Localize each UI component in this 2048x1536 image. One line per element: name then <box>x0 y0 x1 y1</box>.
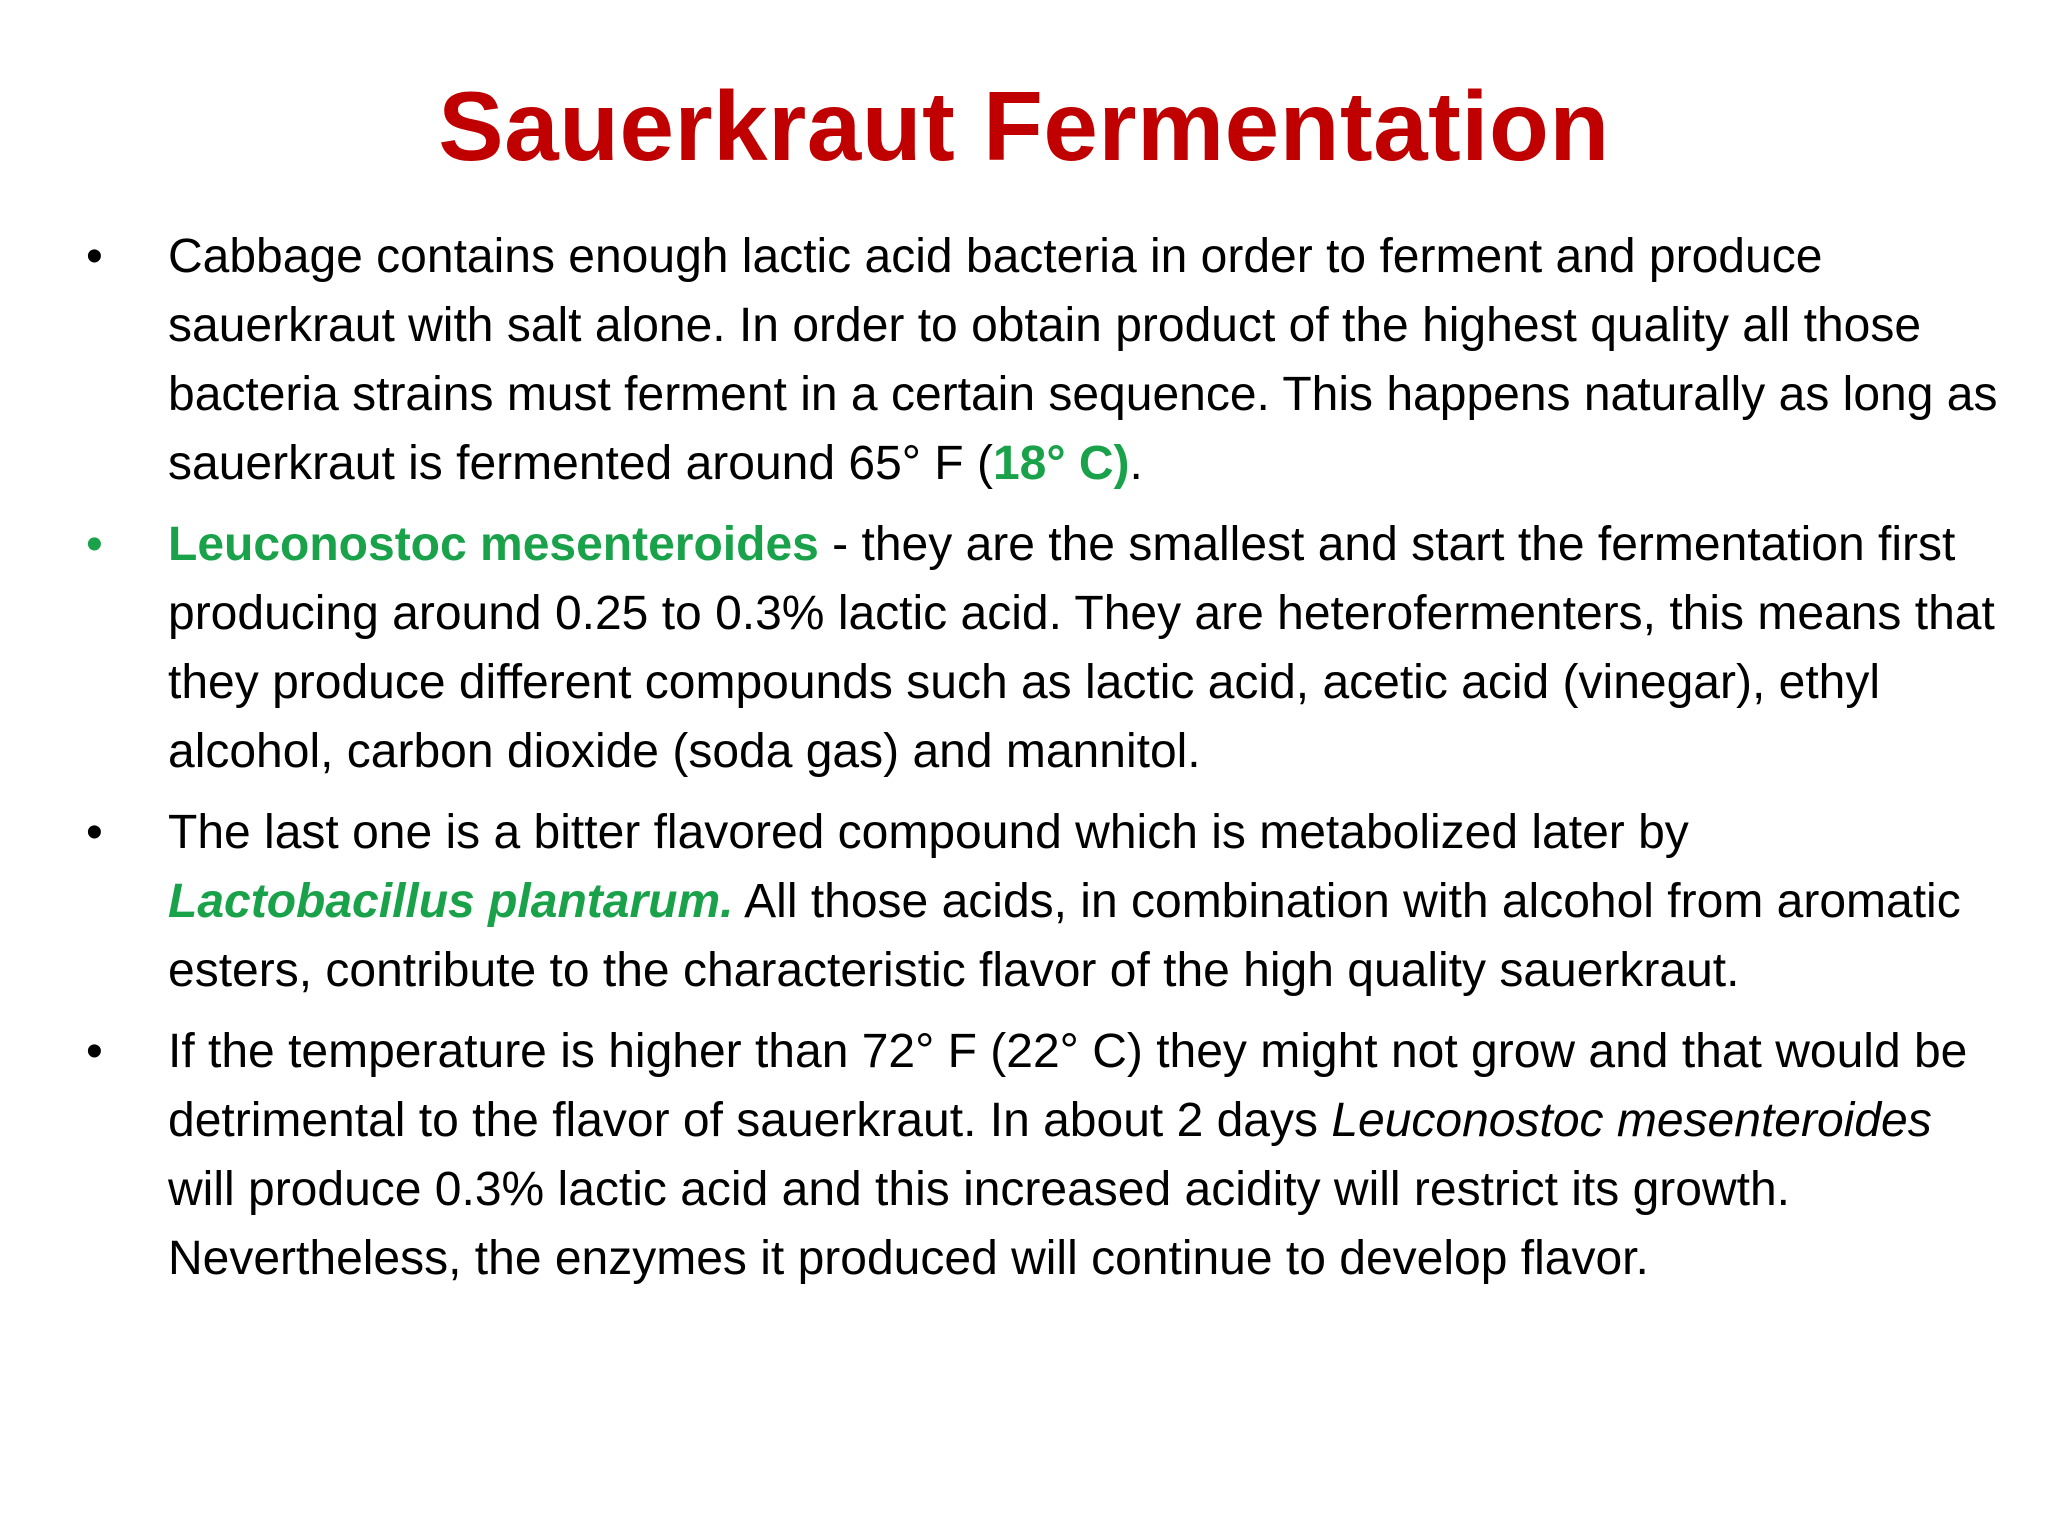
bullet-list <box>78 222 2008 1305</box>
bullet-dot: • <box>86 518 103 571</box>
bullet-item <box>78 222 2008 498</box>
bullet-text: Cabbage contains enough lactic acid bacteria in order to ferment and produce sauerkraut with salt alone. In order to obtain product of the highest quality all those bacteria strains must ferment in a certain sequence. This happens naturally as long as sauerkraut is fermented around 65° F ( <box>168 230 1998 490</box>
bullet-text: will produce 0.3% lactic acid and this increased acidity will restrict its growth. Nevertheless, the enzymes it produced will continue to develop flavor. <box>168 1163 1790 1285</box>
bullet-item <box>78 798 2008 1005</box>
species-highlight: Leuconostoc mesenteroides <box>168 518 819 571</box>
bullet-text: . <box>1129 437 1143 490</box>
bullet-item <box>78 1017 2008 1293</box>
bullet-text: If the temperature is higher than 72° F (22° C) they might not grow and that would be detrimental to the flavor of sauerkraut. In about 2 days <box>168 1025 1968 1147</box>
bullet-text: - they are the smallest and start the fermentation first producing around 0.25 to 0.3% lactic acid. They are heterofermenters, this means that they produce different compounds such as lactic acid, acetic acid (vinegar), ethyl alcohol, carbon dioxide (soda gas) and mannitol. <box>168 518 1995 778</box>
temperature-highlight: 18° C) <box>992 437 1130 490</box>
bullet-text: The last one is a bitter flavored compound which is metabolized later by <box>168 806 1689 859</box>
species-highlight: Lactobacillus plantarum. <box>168 875 734 928</box>
bullet-text: All those acids, in combination with alcohol from aromatic esters, contribute to the characteristic flavor of the high quality sauerkraut. <box>168 875 1961 997</box>
slide-title: Sauerkraut Fermentation <box>438 71 1610 181</box>
bullet-dot: • <box>86 1025 103 1078</box>
bullet-dot: • <box>86 806 103 859</box>
bullet-item <box>78 510 2008 786</box>
species-italic: Leuconostoc mesenteroides <box>1331 1094 1932 1147</box>
bullet-dot: • <box>86 230 103 283</box>
